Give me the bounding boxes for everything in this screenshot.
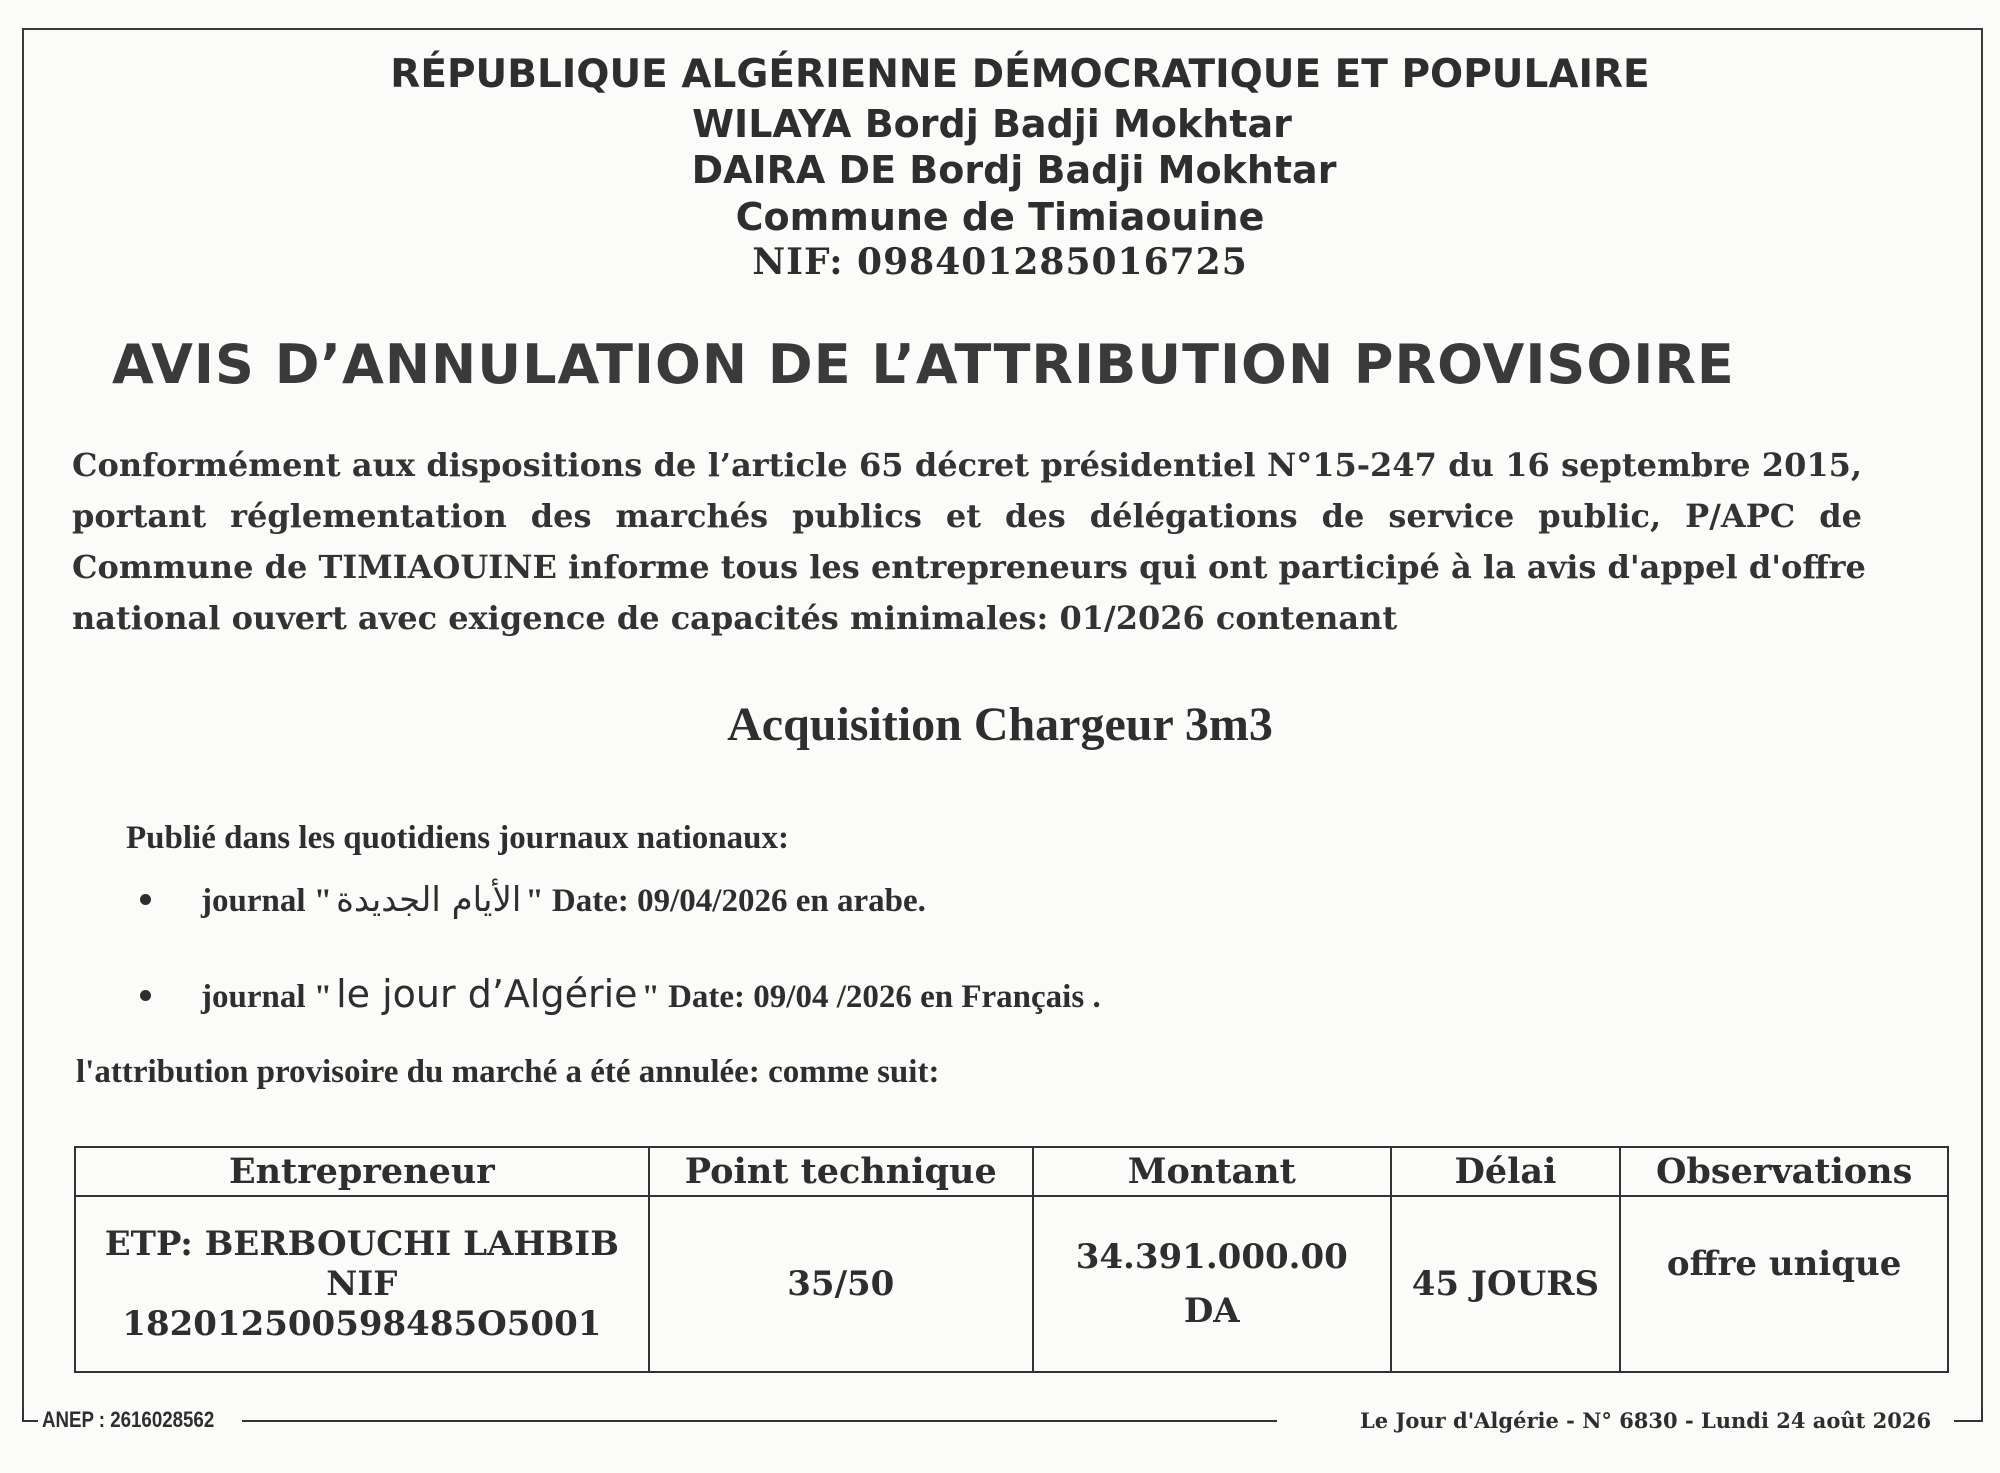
publication-prefix: journal " (201, 979, 333, 1015)
cell-observations (1620, 1196, 1948, 1372)
footer-rule (242, 1420, 1277, 1422)
publication-intro: Publié dans les quotidiens journaux nationaux: (126, 820, 789, 856)
paragraph-line: Commune de TIMIAOUINE informe tous les entrepreneurs qui ont participé à la avis d'appel d'offre (72, 548, 1866, 586)
notice-title: AVIS D’ANNULATION DE L’ATTRIBUTION PROVISOIRE (112, 333, 1735, 396)
cell-montant (1033, 1196, 1391, 1372)
cell-entrepreneur (75, 1196, 649, 1372)
anep-reference: ANEP : 2616028562 (42, 1407, 215, 1432)
table-row (75, 1196, 1948, 1372)
column-header-delai: Délai (1391, 1147, 1621, 1196)
annulation-statement: l'attribution provisoire du marché a été annulée: comme suit: (76, 1054, 940, 1090)
cell-delai: 45 JOURS (1391, 1196, 1621, 1372)
entrepreneur-nif-label: NIF (326, 1264, 398, 1304)
bullet-icon (140, 990, 151, 1001)
notice-paragraph (72, 440, 1866, 644)
paragraph-line: national ouvert avec exigence de capacités minimales: 01/2026 contenant (72, 599, 1398, 637)
publication-suffix: " Date: 09/04/2026 en arabe. (525, 883, 926, 919)
observations-text: offre unique (1666, 1244, 1902, 1284)
newspaper-name: الأيام الجديدة (336, 880, 522, 920)
header-republic: RÉPUBLIQUE ALGÉRIENNE DÉMOCRATIQUE ET POPULAIRE (390, 52, 1650, 97)
header-wilaya: WILAYA Bordj Badji Mokhtar (692, 102, 1292, 146)
journal-reference: Le Jour d'Algérie - N° 6830 - Lundi 24 août 2026 (1360, 1408, 1932, 1433)
montant-currency: DA (1183, 1291, 1240, 1331)
column-header-point-technique: Point technique (649, 1147, 1033, 1196)
cell-point-technique: 35/50 (649, 1196, 1033, 1372)
footer-rule (22, 1420, 38, 1422)
bullet-icon (140, 894, 151, 905)
results-table (74, 1146, 1949, 1373)
publication-item (140, 880, 926, 920)
newspaper-name: le jour d’Algérie (336, 972, 638, 1016)
header-daira: DAIRA DE Bordj Badji Mokhtar (691, 148, 1337, 192)
entrepreneur-nif: 182012500598485O5001 (122, 1304, 602, 1344)
column-header-montant: Montant (1033, 1147, 1391, 1196)
frame-corner (1981, 1408, 1983, 1420)
header-commune: Commune de Timiaouine (735, 195, 1265, 239)
frame-corner (22, 1408, 24, 1420)
montant-value: 34.391.000.00 (1075, 1237, 1348, 1277)
header-nif: NIF: 098401285016725 (752, 241, 1248, 283)
footer-rule (1954, 1420, 1983, 1422)
publication-suffix: " Date: 09/04 /2026 en Français . (641, 979, 1101, 1015)
entrepreneur-name: ETP: BERBOUCHI LAHBIB (104, 1224, 619, 1264)
paragraph-line: portant réglementation des marchés publics et des délégations de service public, P/APC de (72, 497, 1862, 535)
publication-item (140, 972, 1101, 1016)
column-header-entrepreneur: Entrepreneur (75, 1147, 649, 1196)
table-header-row (75, 1147, 1948, 1196)
paragraph-line: Conformément aux dispositions de l’article 65 décret présidentiel N°15-247 du 16 septembre 2015, (72, 446, 1862, 484)
column-header-observations: Observations (1620, 1147, 1948, 1196)
contract-subject: Acquisition Chargeur 3m3 (727, 698, 1273, 751)
publication-prefix: journal " (201, 883, 333, 919)
